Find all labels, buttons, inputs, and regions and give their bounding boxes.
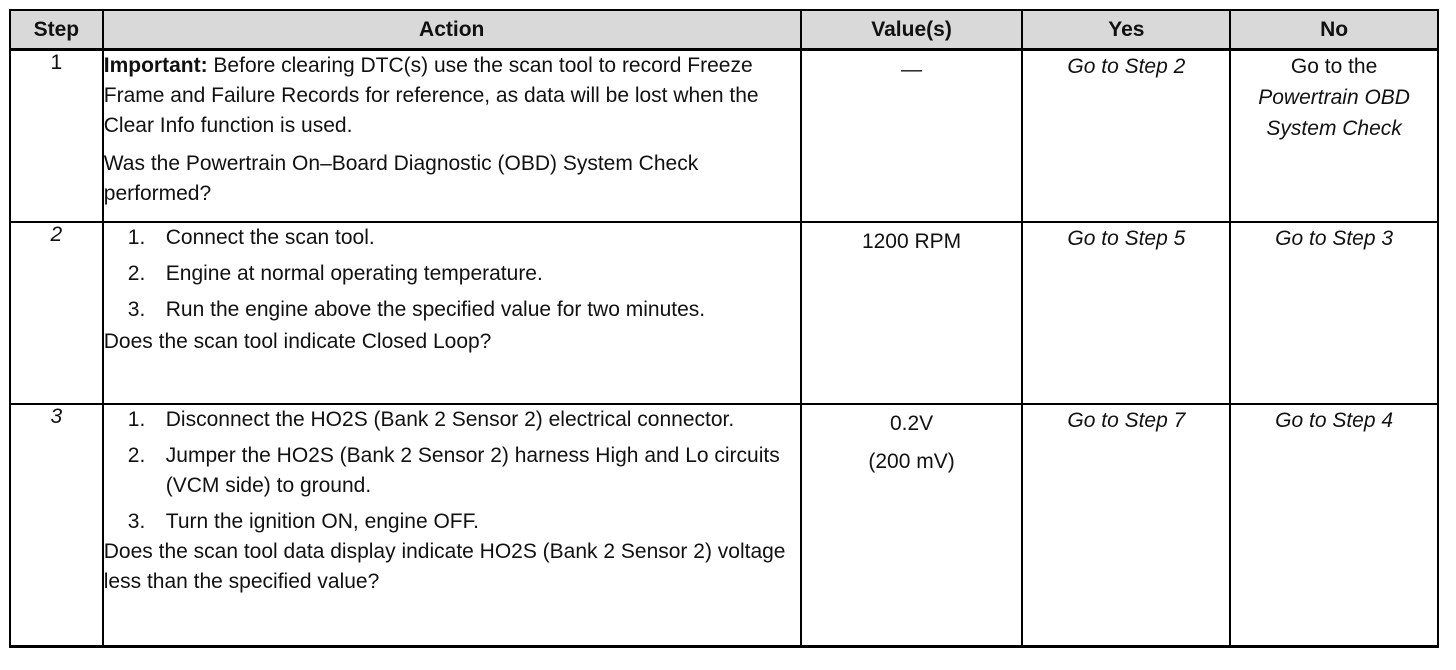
action-step: 3. Turn the ignition ON, engine OFF. (127, 510, 479, 533)
table-row (10, 222, 1438, 404)
action-cell (103, 222, 801, 404)
diagnostic-table (9, 9, 1439, 648)
important-label: Important: (103, 54, 208, 77)
important-note (104, 51, 800, 141)
value-cell: — (801, 50, 1023, 223)
action-step: 2. Jumper the HO2S (Bank 2 Sensor 2) harness High and Lo circuits (VCM side) to ground. (127, 444, 780, 497)
no-cell: Go to Step 4 (1230, 404, 1438, 647)
header-no: No (1230, 10, 1438, 50)
no-link-line2: System Check (1266, 117, 1402, 140)
header-action: Action (103, 10, 801, 50)
step-number: 1 (10, 50, 103, 223)
header-step: Step (10, 10, 103, 50)
header-yes: Yes (1022, 10, 1230, 50)
action-question: Does the scan tool indicate Closed Loop? (103, 330, 492, 353)
action-steps (104, 223, 800, 325)
header-row (10, 10, 1438, 50)
no-link-line1: Powertrain OBD (1258, 86, 1410, 109)
action-step: 1. Disconnect the HO2S (Bank 2 Sensor 2) electrical connector. (127, 408, 735, 431)
table-row (10, 50, 1438, 223)
header-values: Value(s) (801, 10, 1023, 50)
action-step: 1. Connect the scan tool. (127, 226, 375, 249)
action-cell (103, 50, 801, 223)
table-row (10, 404, 1438, 647)
no-prefix: Go to the (1290, 55, 1378, 78)
action-step: 3. Run the engine above the specified value for two minutes. (127, 298, 706, 321)
step-number: 2 (10, 222, 103, 404)
action-question: Does the scan tool data display indicate HO2S (Bank 2 Sensor 2) voltage less than the specified value? (103, 540, 786, 593)
yes-cell: Go to Step 7 (1022, 404, 1230, 647)
value-cell (801, 404, 1023, 647)
action-cell (103, 404, 801, 647)
important-text: Before clearing DTC(s) use the scan tool to record Freeze Frame and Failure Records for reference, as data will be lost when the Clear Info function is used. (103, 54, 759, 137)
yes-cell: Go to Step 2 (1022, 50, 1230, 223)
value-line: (200 mV) (868, 450, 955, 473)
yes-cell: Go to Step 5 (1022, 222, 1230, 404)
action-step: 2. Engine at normal operating temperature. (127, 262, 543, 285)
no-cell (1230, 50, 1438, 223)
step-number: 3 (10, 404, 103, 647)
no-cell: Go to Step 3 (1230, 222, 1438, 404)
action-steps (104, 405, 800, 537)
action-question: Was the Powertrain On–Board Diagnostic (OBD) System Check performed? (103, 152, 699, 205)
value-cell: 1200 RPM (801, 222, 1023, 404)
value-line: 0.2V (889, 412, 934, 435)
